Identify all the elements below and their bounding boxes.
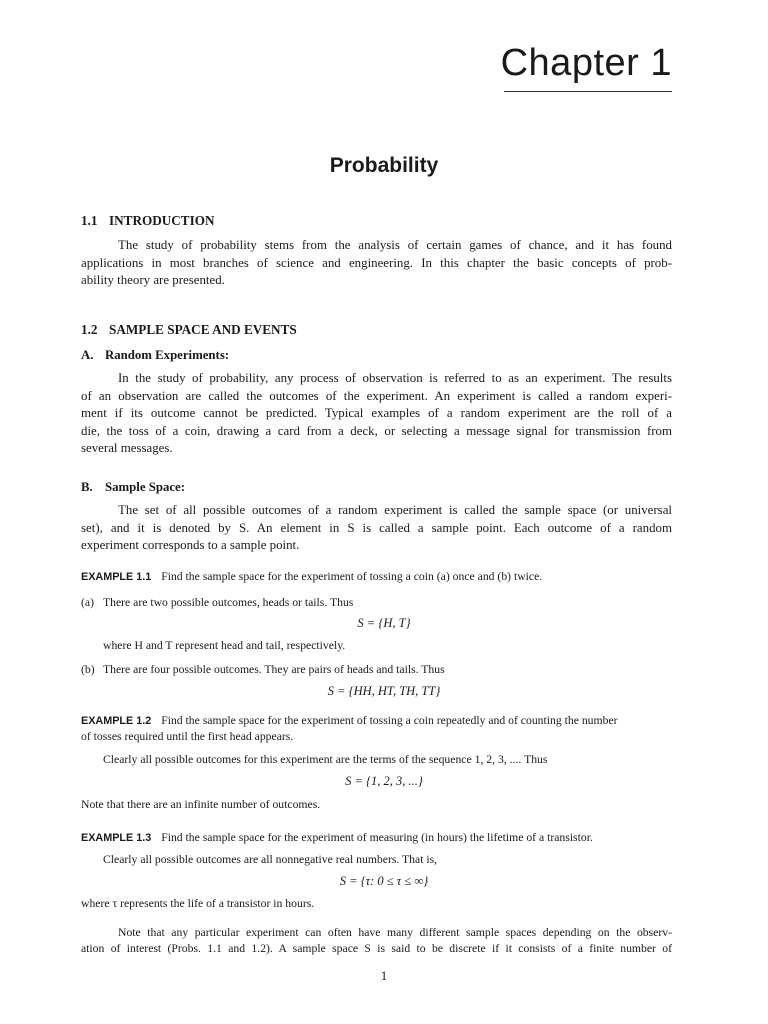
example-1-1-note: where H and T represent head and tail, respectively. bbox=[103, 639, 346, 652]
text-line: die, the toss of a coin, drawing a card from a deck, or selecting a message signal for transmission from bbox=[81, 423, 672, 438]
formula-1-1-b: S = {HH, HT, TH, TT} bbox=[327, 684, 441, 698]
subsection-heading-sample-space bbox=[81, 480, 185, 495]
part-label: (a) bbox=[81, 596, 94, 609]
chapter-rule bbox=[504, 91, 672, 92]
subsection-number: B. bbox=[81, 480, 93, 494]
example-label: EXAMPLE 1.1 bbox=[81, 571, 152, 583]
part-text: There are two possible outcomes, heads or tails. Thus bbox=[103, 596, 354, 609]
text-line: Note that any particular experiment can often have many different sample spaces depending on the observ- bbox=[118, 926, 672, 939]
example-label: EXAMPLE 1.3 bbox=[81, 832, 152, 844]
example-1-1-part-a bbox=[81, 595, 672, 611]
subsection-title: Sample Space: bbox=[105, 480, 185, 494]
page-number: 1 bbox=[380, 968, 388, 983]
example-1-3 bbox=[81, 830, 672, 846]
section-number: 1.1 bbox=[81, 213, 98, 228]
example-1-1-part-b bbox=[81, 662, 672, 678]
example-1-2-note: Note that there are an infinite number of outcomes. bbox=[81, 798, 321, 811]
example-1-1 bbox=[81, 569, 672, 585]
text-line: In the study of probability, any process of observation is referred to as an experiment. The results bbox=[118, 371, 672, 385]
text-line: ation of interest (Probs. 1.1 and 1.2). A sample space S is said to be discrete if it consists of a finite number of bbox=[81, 942, 672, 955]
example-text: Find the sample space for the experiment of measuring (in hours) the lifetime of a transistor. bbox=[161, 831, 593, 844]
section-title: SAMPLE SPACE AND EVENTS bbox=[109, 322, 297, 337]
text-line: set), and it is denoted by S. An element in S is called a sample point. Each outcome of a random bbox=[81, 520, 672, 535]
text-line: of an observation are called the outcomes of the experiment. An experiment is called a random experi- bbox=[81, 388, 672, 403]
example-text: Find the sample space for the experiment of tossing a coin repeatedly and of counting the number bbox=[161, 714, 618, 727]
formula-1-2: S = {1, 2, 3, ...} bbox=[345, 774, 423, 788]
example-text: Find the sample space for the experiment of tossing a coin (a) once and (b) twice. bbox=[161, 570, 543, 583]
subsection-title: Random Experiments: bbox=[105, 348, 230, 362]
section-heading-introduction bbox=[81, 213, 215, 229]
example-label: EXAMPLE 1.2 bbox=[81, 715, 152, 727]
text-line: The set of all possible outcomes of a random experiment is called the sample space (or universal bbox=[118, 503, 672, 517]
section-heading-sample-space bbox=[81, 322, 297, 338]
example-1-3-explanation: Clearly all possible outcomes are all nonnegative real numbers. That is, bbox=[103, 853, 438, 866]
example-1-2 bbox=[81, 713, 672, 745]
section-number: 1.2 bbox=[81, 322, 98, 337]
example-text-continued: of tosses required until the first head appears. bbox=[81, 730, 294, 743]
part-label: (b) bbox=[81, 663, 95, 676]
random-experiments-paragraph bbox=[81, 370, 672, 458]
part-text: There are four possible outcomes. They are pairs of heads and tails. Thus bbox=[103, 663, 445, 676]
text-line: ment if its outcome cannot be predicted. Typical examples of a random experiment are the roll of a bbox=[81, 406, 672, 420]
text-line: applications in most branches of science and engineering. In this chapter the basic concepts of prob- bbox=[81, 255, 672, 270]
page-title: Probability bbox=[329, 154, 439, 177]
chapter-label: Chapter 1 bbox=[500, 42, 672, 84]
subsection-number: A. bbox=[81, 348, 94, 362]
sample-space-paragraph bbox=[81, 502, 672, 555]
intro-paragraph bbox=[81, 237, 672, 290]
section-title: INTRODUCTION bbox=[109, 213, 215, 228]
text-line: experiment corresponds to a sample point. bbox=[81, 538, 300, 552]
formula-1-1-a: S = {H, T} bbox=[357, 616, 411, 630]
example-1-2-explanation: Clearly all possible outcomes for this experiment are the terms of the sequence 1, 2, 3, .... Thus bbox=[103, 753, 548, 766]
closing-paragraph bbox=[81, 925, 672, 957]
formula-1-3: S = {τ: 0 ≤ τ ≤ ∞} bbox=[339, 874, 429, 888]
subsection-heading-random-experiments bbox=[81, 348, 229, 363]
text-line: several messages. bbox=[81, 441, 173, 455]
example-1-3-note: where τ represents the life of a transistor in hours. bbox=[81, 897, 315, 910]
text-line: The study of probability stems from the analysis of certain games of chance, and it has found bbox=[118, 238, 672, 252]
text-line: ability theory are presented. bbox=[81, 273, 225, 287]
